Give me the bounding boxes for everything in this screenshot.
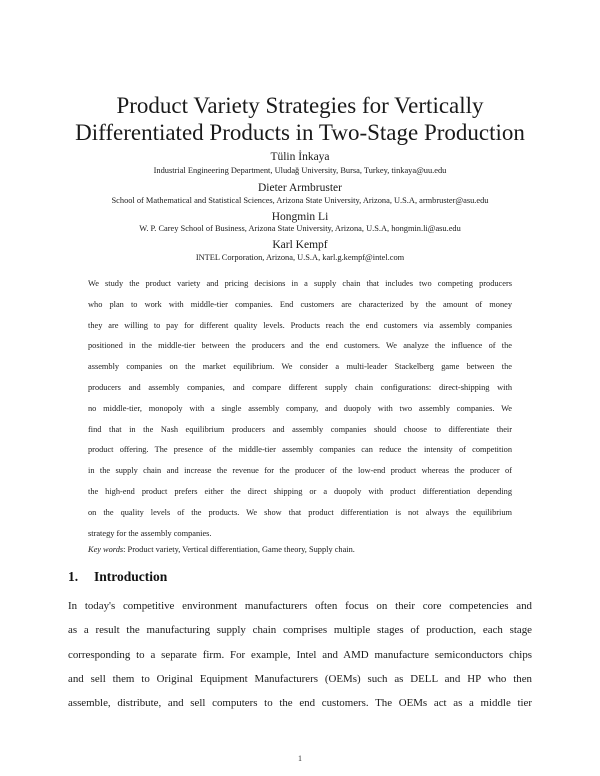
abstract-line: assembly companies on the market equilibrium. We consider a multi-leader Stackelberg game between the [88, 362, 512, 372]
body-line: assemble, distribute, and sell computers to the end customers. The OEMs act as a middle tier [68, 697, 532, 710]
abstract [88, 274, 512, 544]
author-affiliation: School of Mathematical and Statistical Sciences, Arizona State University, Arizona, U.S.A, armbruster@asu.edu [111, 196, 489, 205]
author-name: Hongmin Li [271, 211, 329, 223]
title-line-2: Differentiated Products in Two-Stage Production [75, 120, 525, 145]
abstract-line: product offering. The presence of the middle-tier assembly companies can reduce the intensity of competition [88, 445, 512, 455]
body-line: as a result the manufacturing supply chain comprises multiple stages of production, each stage [68, 624, 532, 637]
author-name: Karl Kempf [272, 239, 328, 251]
author-name: Dieter Armbruster [258, 182, 342, 194]
abstract-line: they are willing to pay for different quality levels. Products reach the end customers via assembly companies [88, 320, 512, 330]
abstract-line: no middle-tier, monopoly with a single assembly company, and duopoly with two assembly companies. We [88, 403, 512, 413]
author-affiliation: Industrial Engineering Department, Uludağ University, Bursa, Turkey, tinkaya@uu.edu [153, 166, 447, 175]
abstract-line: on the quality levels of the products. We show that product differentiation is not always the equilibrium [88, 507, 512, 517]
author-name: Tülin İnkaya [270, 151, 330, 163]
author-affiliation: W. P. Carey School of Business, Arizona State University, Arizona, U.S.A, hongmin.li@asu.edu [139, 224, 461, 233]
page-number: 1 [298, 754, 302, 763]
abstract-line: find that in the Nash equilibrium producers and assembly companies should choose to differentiate their [88, 424, 512, 434]
section-title: Introduction [94, 569, 168, 584]
abstract-line: We study the product variety and pricing decisions in a supply chain that includes two competing producers [88, 279, 512, 288]
abstract-line: who plan to work with middle-tier companies. End customers are characterized by the amount of money [88, 299, 512, 309]
abstract-line: positioned in the middle-tier between the producers and the end customers. We analyze the influence of the [88, 341, 512, 351]
author-affiliation: INTEL Corporation, Arizona, U.S.A, karl.g.kempf@intel.com [195, 253, 405, 262]
body-line: and sell them to Original Equipment Manufacturers (OEMs) such as DELL and HP who then [68, 672, 532, 685]
body-line: corresponding to a separate firm. For example, Intel and AMD manufacture semiconductors chips [68, 648, 532, 661]
section-number: 1. [68, 569, 79, 584]
body-text [68, 594, 532, 715]
paper-title [40, 92, 560, 146]
keywords-label: Key words [88, 545, 124, 554]
abstract-line: the high-end product prefers either the direct shipping or a duopoly with product differentiation depending [88, 486, 512, 496]
section-heading [68, 569, 167, 585]
abstract-line: strategy for the assembly companies. [88, 528, 212, 538]
body-line: In today's competitive environment manufacturers often focus on their core competencies and [68, 600, 532, 612]
abstract-line: in the supply chain and increase the revenue for the producer of the low-end product whereas the producer of [88, 466, 512, 476]
title-line-1: Product Variety Strategies for Vertically [116, 93, 484, 118]
abstract-line: producers and assembly companies, and compare different supply chain configurations: direct-shipping with [88, 382, 512, 392]
keywords [88, 544, 512, 556]
keywords-text: : Product variety, Vertical differentiation, Game theory, Supply chain. [123, 545, 355, 554]
